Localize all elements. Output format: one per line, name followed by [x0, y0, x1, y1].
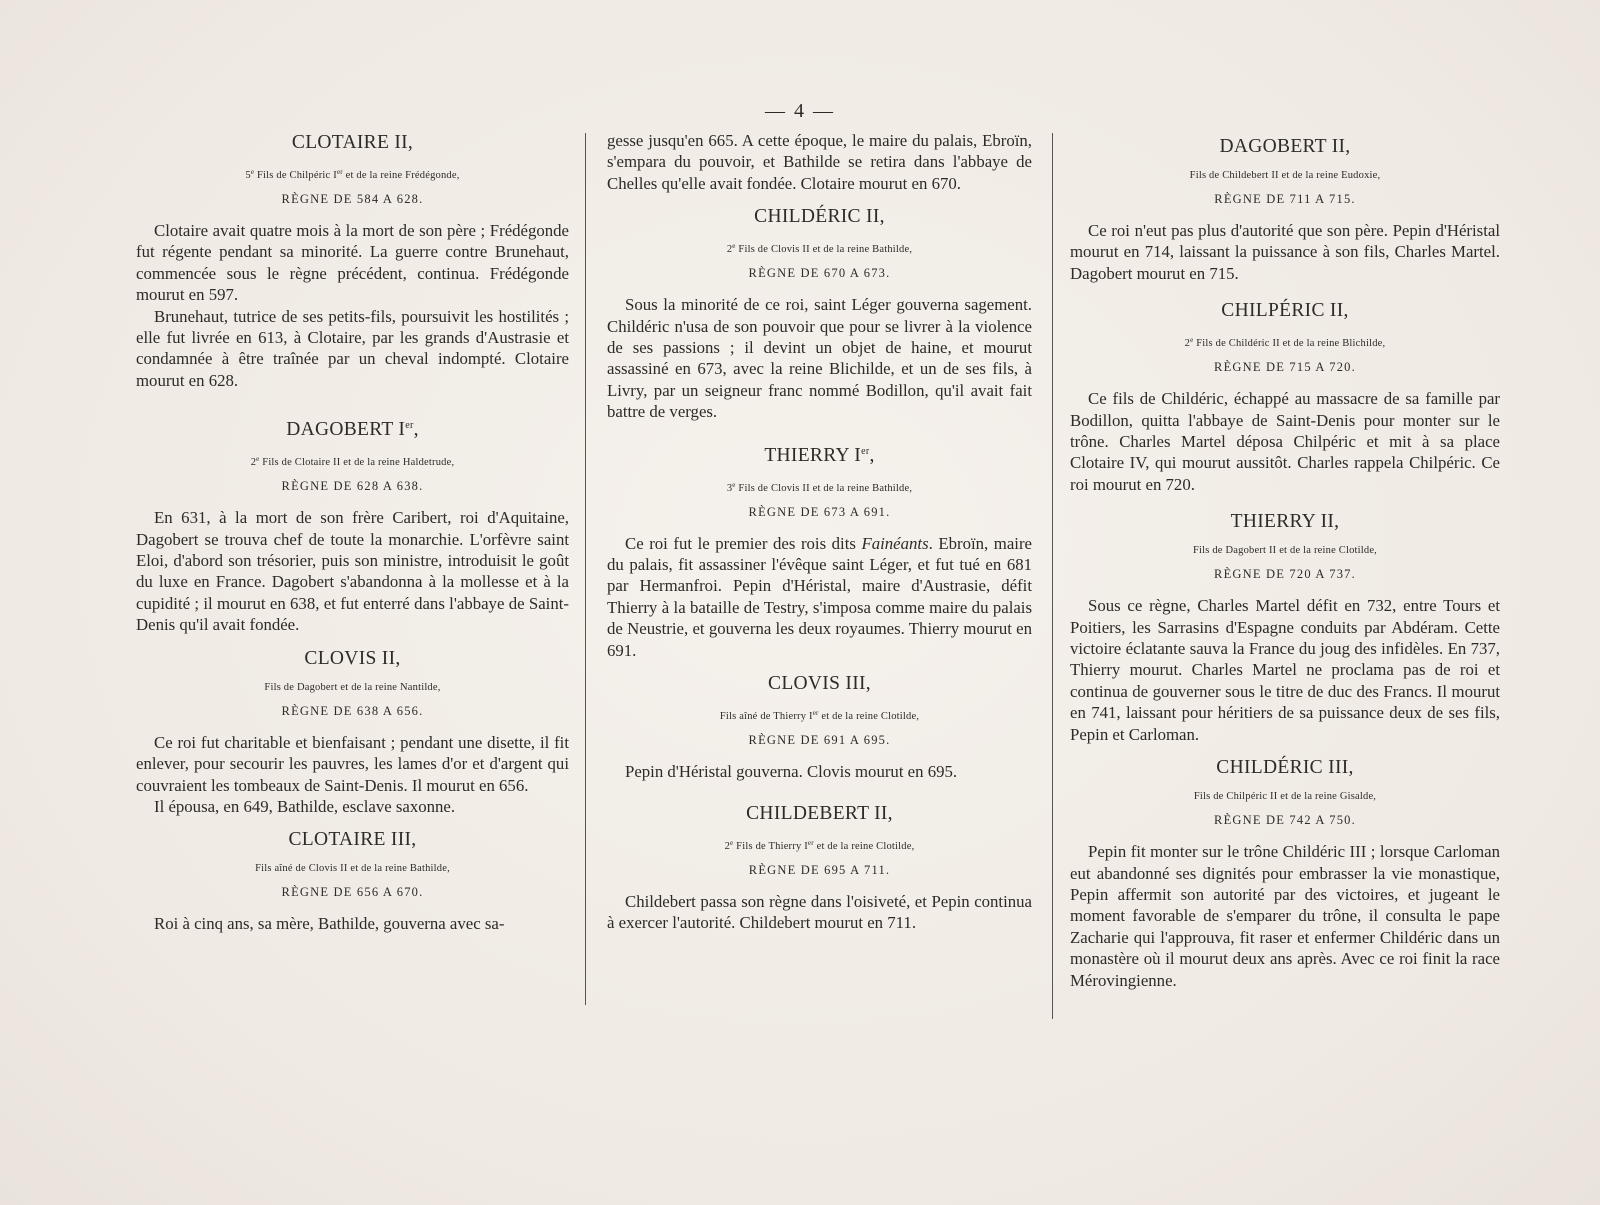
paragraph: Sous ce règne, Charles Martel défit en 732, entre Tours et Poitiers, les Sarrasins d'Espagne conduits par Abdéram. Cette victoire éclatante sauva la France du joug des infidèles. En 737, Thierry mourut. Charles Martel ne proclama pas de roi et continua de gouverner sous le titre de duc des Francs. Il mourut en 741, laissant pour héritiers de sa puissance deux de ses fils, Pepin et Carloman. [1070, 596, 1500, 744]
king-title: THIERRY II, [1230, 511, 1340, 533]
paragraph: Ce roi fut le premier des rois dits Fainéants. Ebroïn, maire du palais, fit assassiner l'évêque saint Léger, et fut tué en 681 par Hermanfroi. Pepin d'Héristal, maire d'Austrasie, défit Thierry à la bataille de Testry, s'imposa comme maire du palais de Neustrie, et gouverna les deux royaumes. Thierry mourut en 691. [607, 533, 1032, 660]
text-column-2 [607, 130, 1032, 933]
reign-section-childebert-ii [607, 787, 1032, 934]
reign-section-chilperic-ii [1070, 288, 1500, 495]
paragraph: Pepin fit monter sur le trône Childéric III ; lorsque Carloman eut abandonné ses dignités pour embrasser la vie monastique, Pepin affermit son autorité par des victoires, et jugeant le moment favorable de s'emparer du trône, il consulta le pape Zacharie qui l'approuva, fit raser et enfermer Childéric dans un monastère où il mourut deux ans après. Avec ce roi finit la race Mérovingienne. [1070, 842, 1500, 990]
king-title: CHILPÉRIC II, [1221, 300, 1349, 322]
king-parentage: 2e Fils de Clotaire II et de la reine Haldetrude, [250, 455, 455, 469]
king-title: DAGOBERT Ier, [286, 419, 419, 441]
paragraph: Clotaire avait quatre mois à la mort de son père ; Frédégonde fut régente pendant sa minorité. La guerre contre Brunehaut, commencée sous le règne précédent, continua. Frédégonde mourut en 597. [136, 221, 569, 305]
reign-dates: RÈGNE DE 691 A 695. [748, 733, 891, 748]
paragraph: Roi à cinq ans, sa mère, Bathilde, gouverna avec sa- [154, 914, 505, 934]
column-rule-left [585, 133, 586, 1005]
paragraph: En 631, à la mort de son frère Caribert, roi d'Aquitaine, Dagobert se trouva chef de toute la monarchie. L'orfèvre saint Eloi, d'abord son trésorier, puis son ministre, introduisit le goût du luxe en France. Dagobert s'abandonna à la mollesse et à la cupidité ; il mourut en 638, et fut enterré dans l'abbaye de Saint-Denis qu'il avait fondée. [136, 508, 569, 635]
reign-section-dagobert-i [136, 395, 569, 635]
text-column-3 [1070, 130, 1500, 991]
king-parentage: Fils de Chilpéric II et de la reine Gisalde, [1193, 791, 1377, 803]
reign-dates: RÈGNE DE 638 A 656. [281, 703, 424, 718]
paragraph-continuation: gesse jusqu'en 665. A cette époque, le maire du palais, Ebroïn, s'empara du pouvoir, et Bathilde se retira dans l'abbaye de Chelles qu'elle avait fondée. Clotaire mourut en 670. [607, 131, 1032, 193]
paragraph: Ce roi n'eut pas plus d'autorité que son père. Pepin d'Héristal mourut en 714, laissant la puissance à son fils, Charles Martel. Dagobert mourut en 715. [1070, 221, 1500, 283]
reign-section-clovis-ii [136, 640, 569, 818]
reign-section-thierry-i [607, 427, 1032, 661]
reign-dates: RÈGNE DE 711 A 715. [1214, 192, 1356, 206]
reign-dates: RÈGNE DE 628 A 638. [281, 479, 424, 494]
reign-section-clotaire-iii [136, 821, 569, 934]
king-parentage: 2e Fils de Thierry Ier et de la reine Clotilde, [724, 838, 915, 852]
king-title: CHILDÉRIC II, [754, 206, 885, 228]
reign-dates: RÈGNE DE 584 A 628. [281, 192, 424, 206]
paragraph: Brunehaut, tutrice de ses petits-fils, poursuivit les hostilités ; elle fut livrée en 613, à Clotaire, par les grands d'Austrasie et condamnée à être traînée par un cheval indompté. Clotaire mourut en 628. [136, 306, 569, 390]
king-parentage: Fils aîné de Clovis II et de la reine Bathilde, [255, 863, 450, 875]
paragraph: Ce roi fut charitable et bienfaisant ; pendant une disette, il fit enlever, pour secourir les pauvres, les lames d'or et d'argent qui couvraient les tombeaux de Saint-Denis. Il mourut en 656. [136, 732, 569, 795]
reign-dates: RÈGNE DE 695 A 711. [748, 862, 891, 877]
reign-dates: RÈGNE DE 742 A 750. [1214, 813, 1356, 828]
paragraph: Childebert passa son règne dans l'oisiveté, et Pepin continua à exercer l'autorité. Childebert mourut en 711. [607, 891, 1032, 932]
page-number: — 4 — [765, 100, 835, 122]
reign-dates: RÈGNE DE 656 A 670. [281, 885, 424, 900]
king-parentage: 5e Fils de Chilpéric Ier et de la reine Frédégonde, [245, 168, 460, 181]
king-parentage: 2e Fils de Childéric II et de la reine Blichilde, [1184, 336, 1386, 350]
column-rule-right [1052, 133, 1053, 1019]
reign-section-childeric-ii [607, 198, 1032, 422]
king-parentage: Fils de Dagobert et de la reine Nantilde, [264, 681, 441, 693]
reign-section-thierry-ii [1070, 499, 1500, 745]
king-title: THIERRY Ier, [764, 444, 875, 466]
king-parentage: 3e Fils de Clovis II et de la reine Bathilde, [726, 480, 913, 494]
reign-section-dagobert-ii [1070, 130, 1500, 284]
king-parentage: Fils de Dagobert II et de la reine Clotilde, [1192, 545, 1378, 557]
reign-section-clotaire-ii [136, 130, 569, 391]
king-title: CLOTAIRE II, [291, 132, 414, 153]
reign-section-childeric-iii [1070, 749, 1500, 991]
paragraph: Il épousa, en 649, Bathilde, esclave saxonne. [154, 796, 456, 816]
king-title: CHILDEBERT II, [746, 802, 893, 824]
reign-dates: RÈGNE DE 673 A 691. [748, 504, 891, 519]
paragraph: Pepin d'Héristal gouverna. Clovis mourut en 695. [625, 762, 958, 782]
king-title: DAGOBERT II, [1219, 136, 1351, 157]
reign-dates: RÈGNE DE 670 A 673. [748, 266, 891, 281]
reign-dates: RÈGNE DE 715 A 720. [1214, 360, 1356, 375]
paragraph: Ce fils de Childéric, échappé au massacre de sa famille par Bodillon, quitta l'abbaye de Saint-Denis pour monter sur le trône. Charles Martel déposa Chilpéric et mit à sa place Clotaire IV, qui mourut aussitôt. Charles rappela Chilpéric. Ce roi mourut en 720. [1070, 389, 1500, 494]
king-title: CLOVIS III, [768, 673, 871, 695]
king-title: CLOVIS II, [304, 647, 401, 669]
king-title: CHILDÉRIC III, [1216, 757, 1354, 779]
paragraph: Sous la minorité de ce roi, saint Léger gouverna sagement. Childéric n'usa de son pouvoir que pour se livrer à la violence de ses passions ; il devint un objet de haine, et mourut assassiné en 673, avec la reine Blichilde, et un de ses fils, à Livry, par un seigneur franc nommé Bodillon, qu'il avait fait battre de verges. [607, 295, 1032, 422]
king-parentage: Fils de Childebert II et de la reine Eudoxie, [1189, 170, 1381, 181]
king-title: CLOTAIRE III, [288, 829, 417, 851]
italic-term: Fainéants [861, 533, 929, 553]
king-parentage: Fils aîné de Thierry Ier et de la reine Clotilde, [719, 709, 920, 723]
text-column-1 [136, 130, 569, 935]
king-parentage: 2e Fils de Clovis II et de la reine Bathilde, [726, 242, 913, 256]
reign-dates: RÈGNE DE 720 A 737. [1214, 567, 1356, 582]
reign-section-clovis-iii [607, 665, 1032, 782]
